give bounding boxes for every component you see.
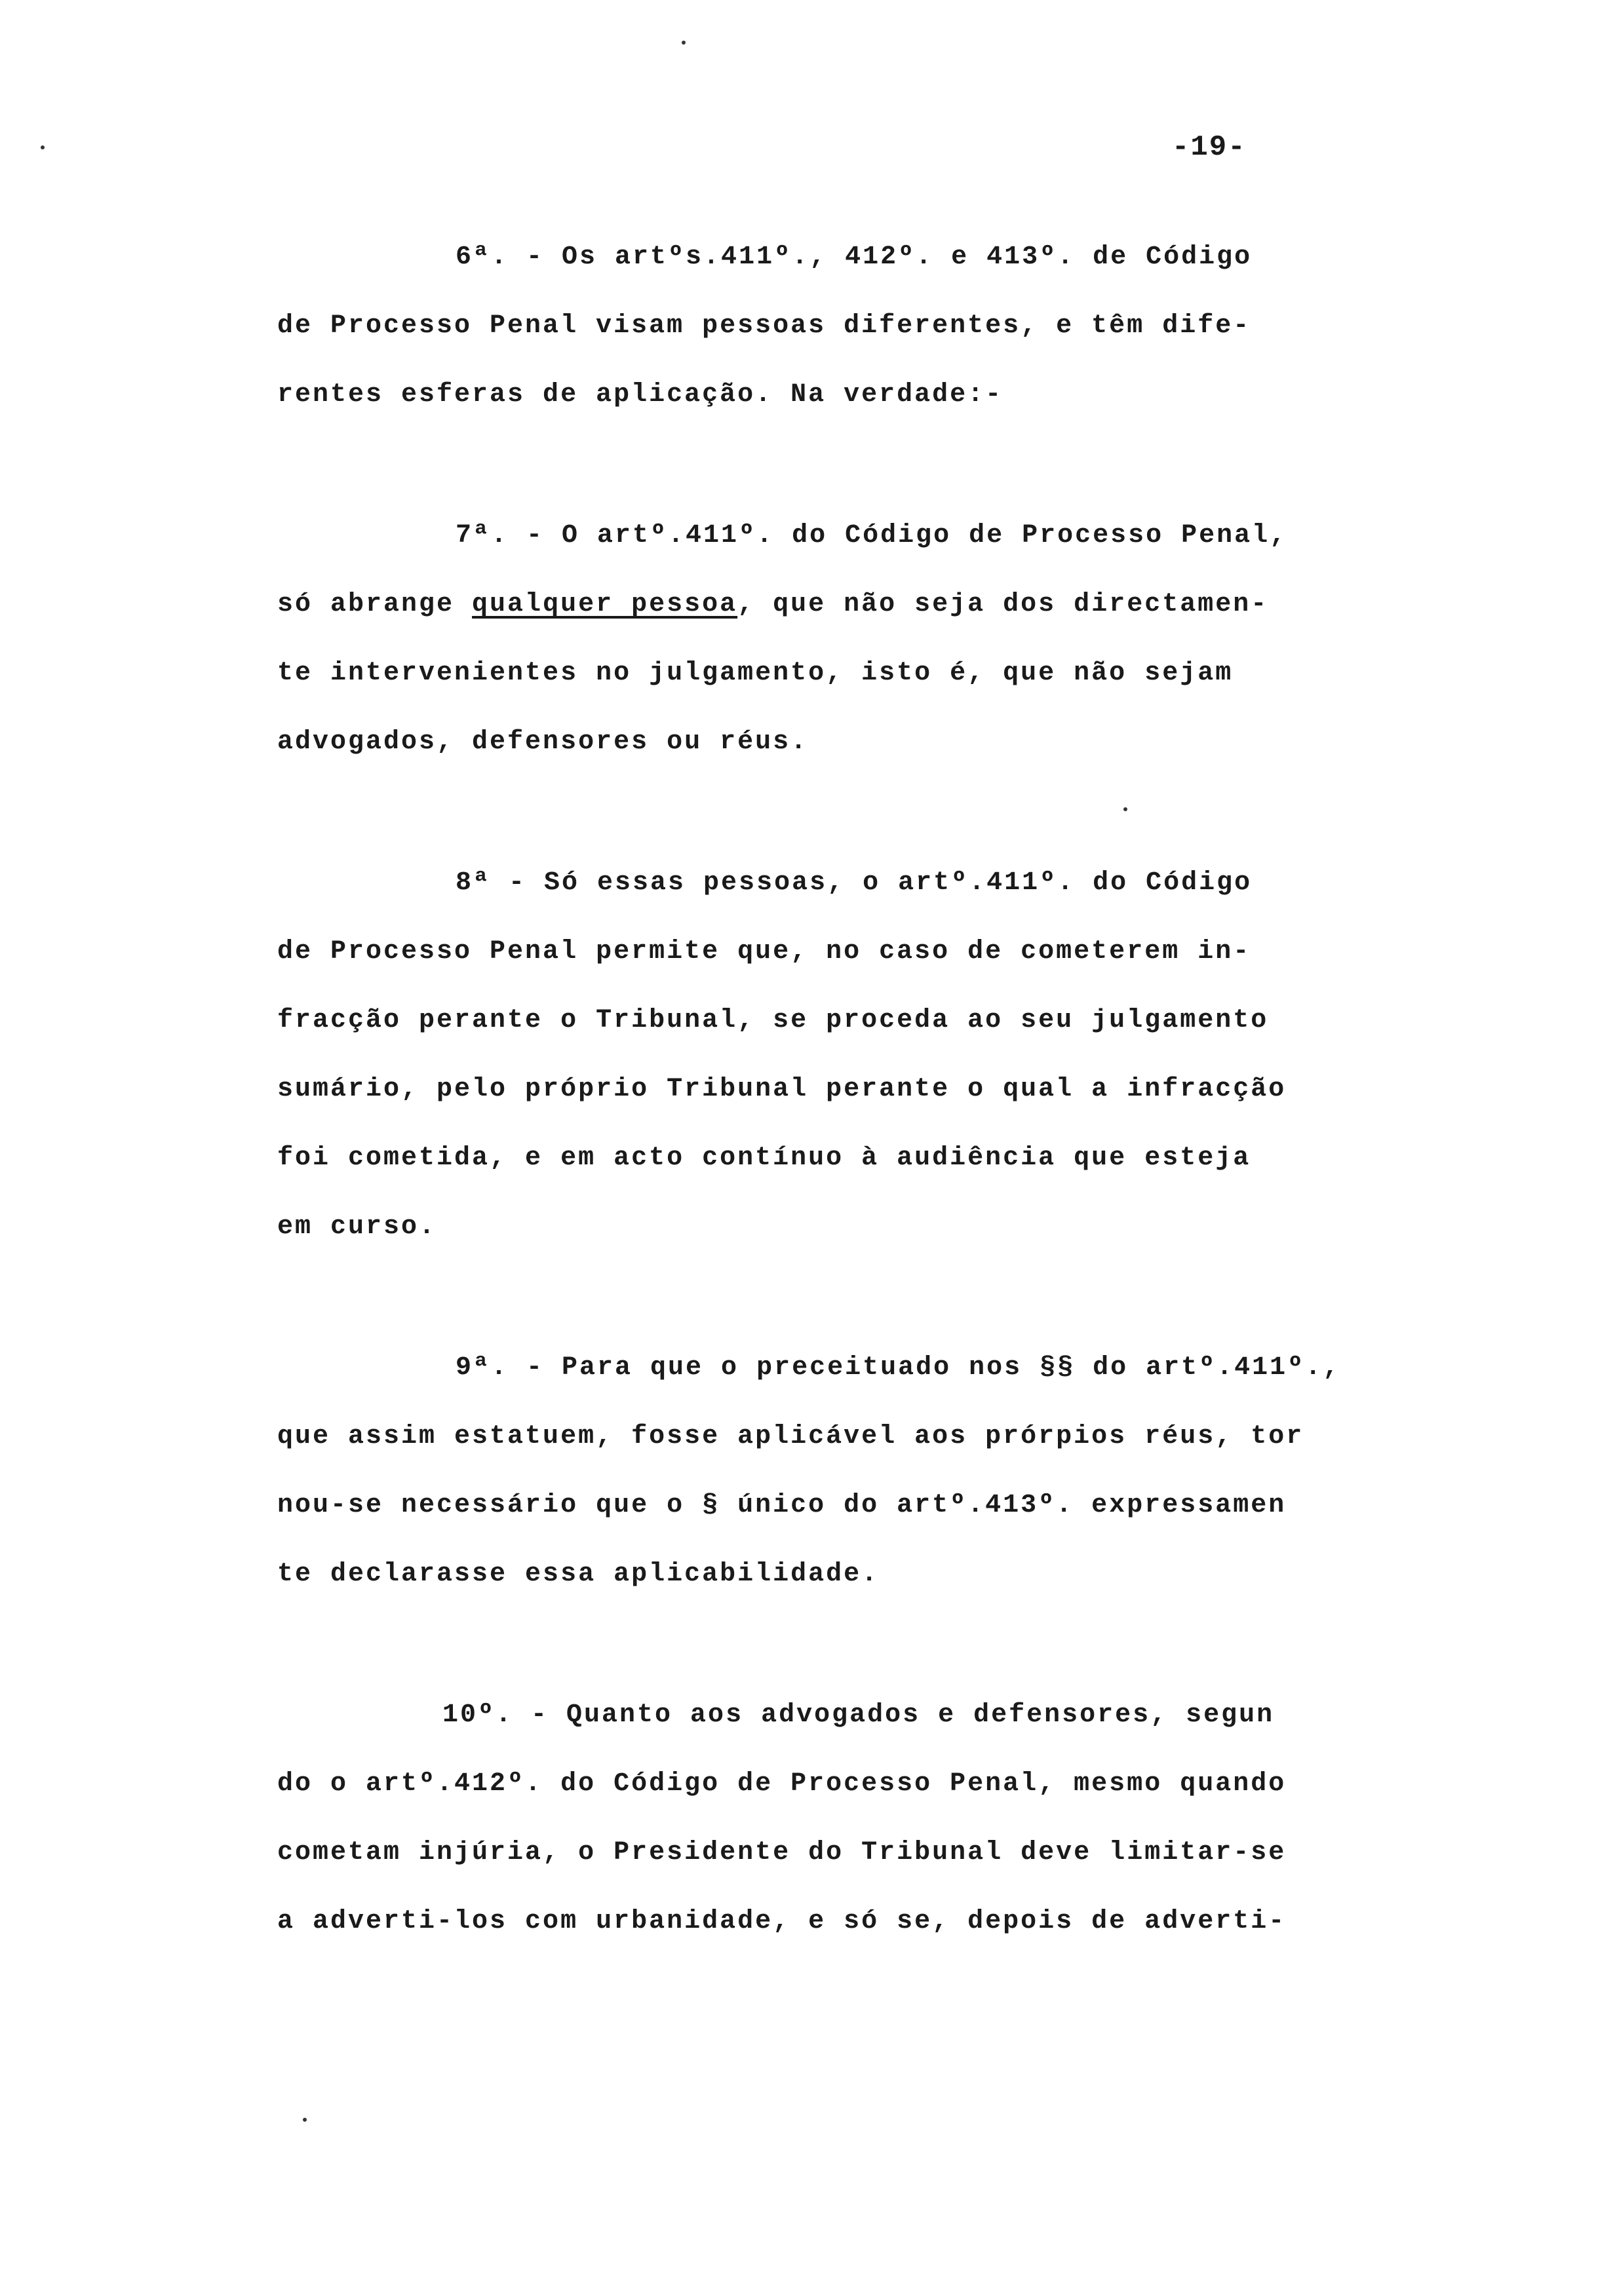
paragraph-8-line-1: 8ª - Só essas pessoas, o artº.411º. do Código bbox=[456, 868, 1253, 898]
paragraph-7-line-2-start: só abrange bbox=[277, 590, 473, 619]
paragraph-10-line-4: a adverti-los com urbanidade, e só se, depois de adverti- bbox=[277, 1907, 1287, 1936]
scan-speck bbox=[41, 145, 45, 149]
paragraph-9-line-4: te declarasse essa aplicabilidade. bbox=[277, 1559, 880, 1589]
paragraph-8-line-2: de Processo Penal permite que, no caso de cometerem in- bbox=[277, 937, 1251, 966]
paragraph-9-line-1: 9ª. - Para que o preceituado nos §§ do artº.411º., bbox=[456, 1353, 1341, 1383]
paragraph-9-line-2: que assim estatuem, fosse aplicável aos prórpios réus, tor bbox=[277, 1422, 1304, 1451]
paragraph-10-line-2: do o artº.412º. do Código de Processo Penal, mesmo quando bbox=[277, 1769, 1287, 1799]
paragraph-6-line-3: rentes esferas de aplicação. Na verdade:- bbox=[277, 380, 1003, 410]
paragraph-10-line-3: cometam injúria, o Presidente do Tribunal deve limitar-se bbox=[277, 1838, 1287, 1867]
paragraph-9-line-3: nou-se necessário que o § único do artº.413º. expressamen bbox=[277, 1491, 1287, 1520]
paragraph-6-line-1: 6ª. - Os artºs.411º., 412º. e 413º. de Código bbox=[456, 242, 1253, 272]
paragraph-7-line-4: advogados, defensores ou réus. bbox=[277, 727, 809, 757]
paragraph-8-line-4: sumário, pelo próprio Tribunal perante o qual a infracção bbox=[277, 1075, 1287, 1104]
page-number: -19- bbox=[1172, 131, 1247, 164]
paragraph-7-line-2-end: , que não seja dos directamen- bbox=[737, 590, 1269, 619]
paragraph-7-line-3: te intervenientes no julgamento, isto é, que não sejam bbox=[277, 659, 1234, 688]
paragraph-7-line-2 bbox=[277, 590, 1268, 619]
scan-speck bbox=[1123, 807, 1127, 811]
paragraph-7-line-1: 7ª. - O artº.411º. do Código de Processo Penal, bbox=[456, 521, 1288, 550]
paragraph-8-line-3: fracção perante o Tribunal, se proceda ao seu julgamento bbox=[277, 1006, 1269, 1035]
paragraph-10-line-1: 10º. - Quanto aos advogados e defensores, segun bbox=[442, 1700, 1275, 1730]
underlined-phrase: qualquer pessoa bbox=[472, 590, 738, 619]
paragraph-8-line-6: em curso. bbox=[277, 1212, 437, 1242]
paragraph-8-line-5: foi cometida, e em acto contínuo à audiência que esteja bbox=[277, 1143, 1251, 1173]
scan-speck bbox=[682, 41, 686, 45]
scan-speck bbox=[303, 2118, 307, 2122]
paragraph-6-line-2: de Processo Penal visam pessoas diferentes, e têm dife- bbox=[277, 311, 1251, 341]
